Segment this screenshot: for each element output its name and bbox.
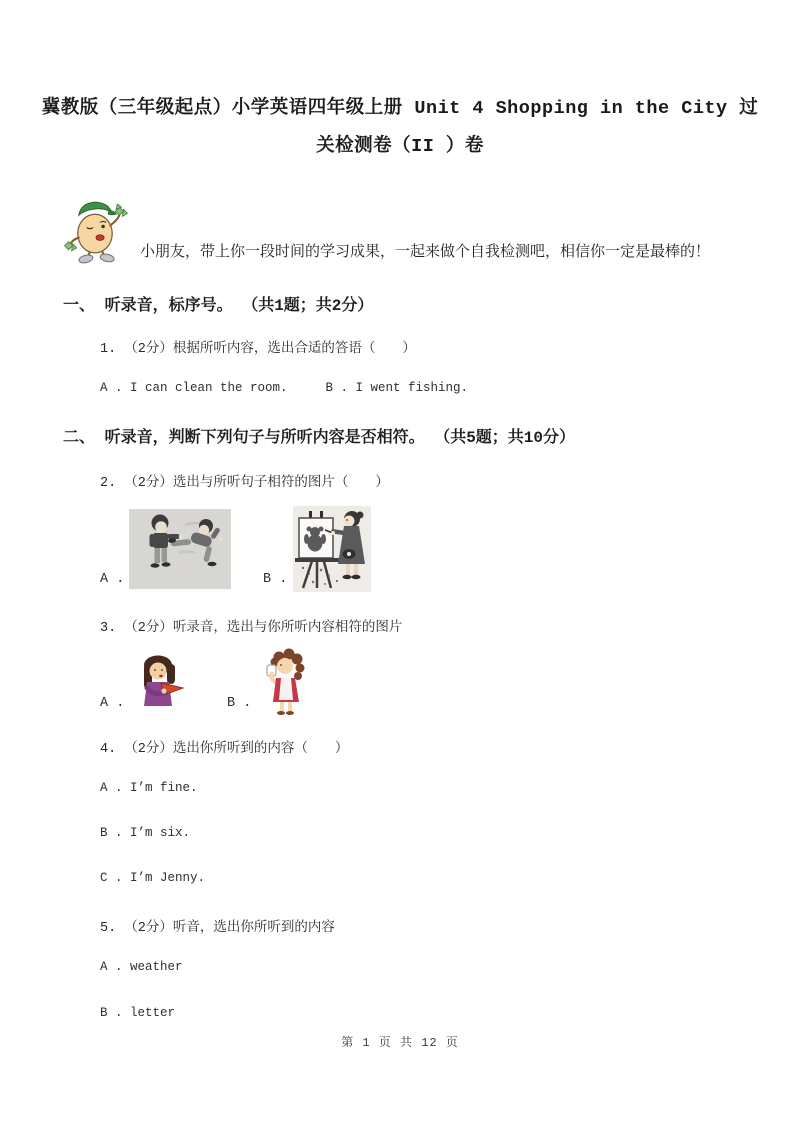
two-kids-exercising-kick-icon <box>129 509 231 589</box>
question3-text: 3. （2分）听录音，选出与你所听内容相符的图片 <box>100 621 403 636</box>
question4-option-b: B . I’m six. <box>100 826 191 840</box>
question1-options-row <box>100 381 468 395</box>
question4-option-a: A . I’m fine. <box>100 781 198 795</box>
question3-image-a <box>133 652 187 716</box>
girl-painting-teddy-on-easel-icon <box>293 506 371 592</box>
page-title-line1: 冀教版（三年级起点）小学英语四年级上册 Unit 4 Shopping in the City 过 <box>41 98 759 119</box>
question2-image-a <box>129 509 231 589</box>
question3-label-a: A . <box>100 696 125 711</box>
question2-text: 2. （2分）选出与所听句子相符的图片（ ） <box>100 476 389 491</box>
mascot-icon <box>64 195 130 264</box>
girl-purple-shirt-eating-icon <box>133 652 187 716</box>
curly-hair-woman-red-dress-drinking-icon <box>262 648 312 718</box>
question3-label-b: B . <box>227 696 252 711</box>
question4-option-c: C . I’m Jenny. <box>100 871 206 885</box>
question2-label-a: A . <box>100 572 125 587</box>
question1-option-a: A . I can clean the room. <box>100 381 288 395</box>
page-number-footer: 第 1 页 共 12 页 <box>341 1036 459 1050</box>
section1-heading: 一、 听录音，标序号。 （共1题；共2分） <box>63 297 374 315</box>
question4-text: 4. （2分）选出你所听到的内容（ ） <box>100 742 349 757</box>
section2-heading: 二、 听录音，判断下列句子与所听内容是否相符。 （共5题；共10分） <box>63 429 576 447</box>
question1-option-b: B . I went fishing. <box>325 381 469 395</box>
question5-text: 5. （2分）听音，选出你所听到的内容 <box>100 921 335 936</box>
intro-text: 小朋友，带上你一段时间的学习成果，一起来做个自我检测吧，相信你一定是最棒的！ <box>140 244 711 261</box>
question2-image-b <box>293 506 371 592</box>
cartoon-kid-green-cap-icon <box>64 195 130 264</box>
question2-label-b: B . <box>263 572 288 587</box>
question1-text: 1. （2分）根据所听内容，选出合适的答语（ ） <box>100 342 416 357</box>
question3-image-b <box>262 648 312 718</box>
question5-option-b: B . letter <box>100 1006 176 1020</box>
page-title-line2: 关检测卷（II ）卷 <box>316 136 484 157</box>
question5-option-a: A . weather <box>100 960 183 974</box>
